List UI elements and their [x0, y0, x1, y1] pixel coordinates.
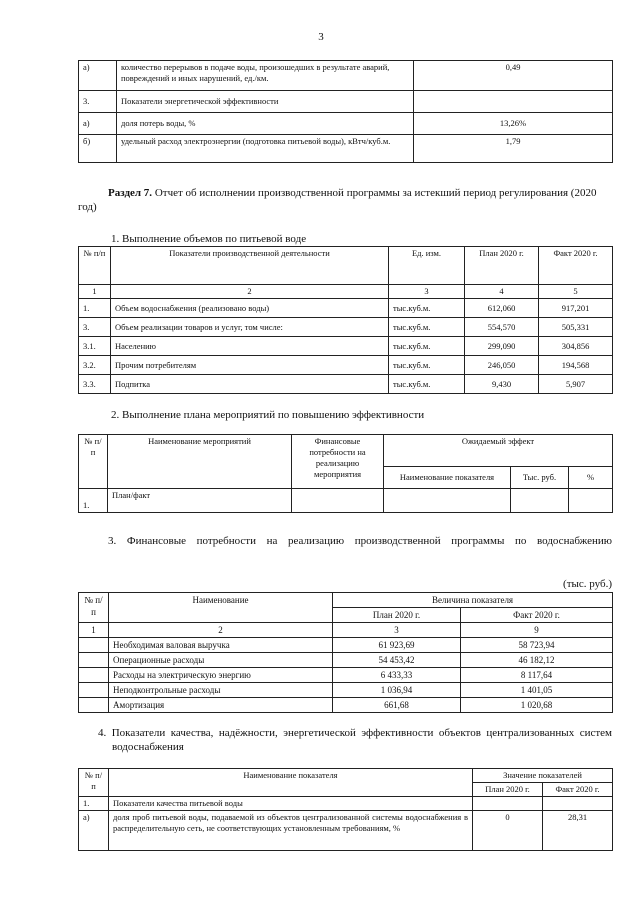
- row-plan: 6 433,33: [333, 668, 461, 683]
- header-plan: План 2020 г.: [333, 608, 461, 623]
- header-name: Наименование показателя: [109, 769, 473, 797]
- col-number: 9: [461, 623, 613, 638]
- header-plan: План 2020 г.: [465, 247, 539, 285]
- row-plan: 1 036,94: [333, 683, 461, 698]
- header-num: № п/п: [79, 593, 109, 623]
- row-name: Объем водоснабжения (реализовано воды): [111, 299, 389, 318]
- row-value: 1,79: [414, 135, 613, 163]
- table-row: [79, 318, 613, 337]
- header-indicator: Наименование показателя: [384, 467, 511, 489]
- row-plan: 61 923,69: [333, 638, 461, 653]
- row-fact: 1 020,68: [461, 698, 613, 713]
- row-name: доля потерь воды, %: [117, 113, 414, 135]
- table-row: [79, 638, 613, 653]
- row-number: 1.: [79, 797, 109, 811]
- row-plan: 554,570: [465, 318, 539, 337]
- row-name: Амортизация: [109, 698, 333, 713]
- row-name: План/факт: [108, 489, 292, 513]
- row-fact: 46 182,12: [461, 653, 613, 668]
- row-name: Населению: [111, 337, 389, 356]
- row-number: 3.2.: [79, 356, 111, 375]
- table-row: [79, 653, 613, 668]
- row-unit: тыс.куб.м.: [389, 356, 465, 375]
- row-value: 13,26%: [414, 113, 613, 135]
- row-name: Необходимая валовая выручка: [109, 638, 333, 653]
- header-num: № п/п: [79, 769, 109, 797]
- row-number: а): [79, 113, 117, 135]
- table-row: [79, 683, 613, 698]
- row-fact: 1 401,05: [461, 683, 613, 698]
- row-unit: тыс.куб.м.: [389, 318, 465, 337]
- header-values: Значение показателей: [473, 769, 613, 783]
- table-row: [79, 375, 613, 394]
- header-name: Показатели производственной деятельности: [111, 247, 389, 285]
- header-effect: Ожидаемый эффект: [384, 435, 613, 467]
- row-name: Расходы на электрическую энергию: [109, 668, 333, 683]
- row-number: 1.: [79, 299, 111, 318]
- row-fact: 28,31: [543, 811, 613, 851]
- row-unit: тыс.куб.м.: [389, 299, 465, 318]
- volumes-table: [78, 246, 613, 394]
- row-unit: тыс.куб.м.: [389, 337, 465, 356]
- row-plan: 246,050: [465, 356, 539, 375]
- row-number: 3.3.: [79, 375, 111, 394]
- section-label: Раздел 7.: [108, 187, 153, 199]
- measures-heading: 2. Выполнение плана мероприятий по повышению эффективности: [111, 409, 425, 421]
- col-number: 4: [465, 285, 539, 299]
- header-value: Величина показателя: [333, 593, 613, 608]
- row-plan: 299,090: [465, 337, 539, 356]
- measures-table: [78, 434, 613, 513]
- row-fact: 917,201: [539, 299, 613, 318]
- row-number: а): [79, 811, 109, 851]
- col-number: 1: [79, 285, 111, 299]
- row-plan: [473, 797, 543, 811]
- row-fact: [543, 797, 613, 811]
- table-row: [79, 135, 613, 163]
- section-heading: [78, 186, 612, 214]
- finance-heading: 3. Финансовые потребности на реализацию производственной программы по водоснабжению: [108, 535, 612, 547]
- table-row: [79, 91, 613, 113]
- col-number: 2: [109, 623, 333, 638]
- table-row: [79, 61, 613, 91]
- quality-table: [78, 768, 613, 851]
- row-plan: 612,060: [465, 299, 539, 318]
- header-pct: %: [569, 467, 613, 489]
- row-value: [414, 91, 613, 113]
- row-unit: тыс.куб.м.: [389, 375, 465, 394]
- header-unit: Ед. изм.: [389, 247, 465, 285]
- table-row: [79, 811, 613, 851]
- row-name: Показатели качества питьевой воды: [109, 797, 473, 811]
- row-name: доля проб питьевой воды, подаваемой из объектов централизованной системы водоснабжения в распределительную сеть, не соответствующих установленным требованиям, %: [109, 811, 473, 851]
- table-row: [79, 698, 613, 713]
- row-name: Операционные расходы: [109, 653, 333, 668]
- finance-table: [78, 592, 613, 713]
- row-number: 1.: [79, 489, 108, 513]
- col-number: 5: [539, 285, 613, 299]
- table-header-row: [79, 769, 613, 783]
- table-header-row: [79, 593, 613, 608]
- row-number: 3.: [79, 91, 117, 113]
- header-name: Наименование: [109, 593, 333, 623]
- row-plan: 9,430: [465, 375, 539, 394]
- row-fact: 304,856: [539, 337, 613, 356]
- row-plan: 661,68: [333, 698, 461, 713]
- row-name: Прочим потребителям: [111, 356, 389, 375]
- row-fact: 194,568: [539, 356, 613, 375]
- row-fact: 8 117,64: [461, 668, 613, 683]
- row-fact: 58 723,94: [461, 638, 613, 653]
- finance-unit-note: (тыс. руб.): [563, 578, 612, 590]
- col-number: 3: [389, 285, 465, 299]
- row-plan: 54 453,42: [333, 653, 461, 668]
- col-number: 2: [111, 285, 389, 299]
- top-table: [78, 60, 613, 163]
- table-header-row: [79, 435, 613, 467]
- header-fact: Факт 2020 г.: [461, 608, 613, 623]
- header-num: № п/п: [79, 435, 108, 489]
- row-name: количество перерывов в подаче воды, произошедших в результате аварий, повреждений и иных нарушений, ед./км.: [117, 61, 414, 91]
- row-name: Показатели энергетической эффективности: [117, 91, 414, 113]
- table-row: [79, 337, 613, 356]
- table-row: [79, 299, 613, 318]
- header-fact: Факт 2020 г.: [539, 247, 613, 285]
- quality-heading: 4. Показатели качества, надёжности, энергетической эффективности объектов централизованных систем водоснабжения: [98, 727, 612, 753]
- row-name: удельный расход электроэнергии (подготовка питьевой воды), кВтч/куб.м.: [117, 135, 414, 163]
- row-value: 0,49: [414, 61, 613, 91]
- row-number: а): [79, 61, 117, 91]
- volumes-heading: 1. Выполнение объемов по питьевой воде: [111, 233, 307, 245]
- row-fact: 505,331: [539, 318, 613, 337]
- header-num: № п/п: [79, 247, 111, 285]
- row-name: Неподконтрольные расходы: [109, 683, 333, 698]
- row-number: б): [79, 135, 117, 163]
- column-numbers-row: [79, 623, 613, 638]
- row-fact: 5,907: [539, 375, 613, 394]
- row-name: Подпитка: [111, 375, 389, 394]
- col-number: 1: [79, 623, 109, 638]
- header-plan: План 2020 г.: [473, 783, 543, 797]
- section-title: Отчет об исполнении производственной программы за истекший период регулирования (2020 год): [78, 187, 597, 213]
- table-row: [79, 797, 613, 811]
- table-row: [79, 668, 613, 683]
- col-number: 3: [333, 623, 461, 638]
- row-name: Объем реализации товаров и услуг, том числе:: [111, 318, 389, 337]
- page-number: 3: [318, 31, 324, 43]
- header-needs: Финансовые потребности на реализацию мероприятия: [292, 435, 384, 489]
- table-row: [79, 356, 613, 375]
- header-rub: Тыс. руб.: [511, 467, 569, 489]
- header-name: Наименование мероприятий: [108, 435, 292, 489]
- row-number: 3.: [79, 318, 111, 337]
- table-row: [79, 489, 613, 513]
- table-header-row: [79, 247, 613, 285]
- header-fact: Факт 2020 г.: [543, 783, 613, 797]
- row-number: 3.1.: [79, 337, 111, 356]
- row-plan: 0: [473, 811, 543, 851]
- column-numbers-row: [79, 285, 613, 299]
- table-row: [79, 113, 613, 135]
